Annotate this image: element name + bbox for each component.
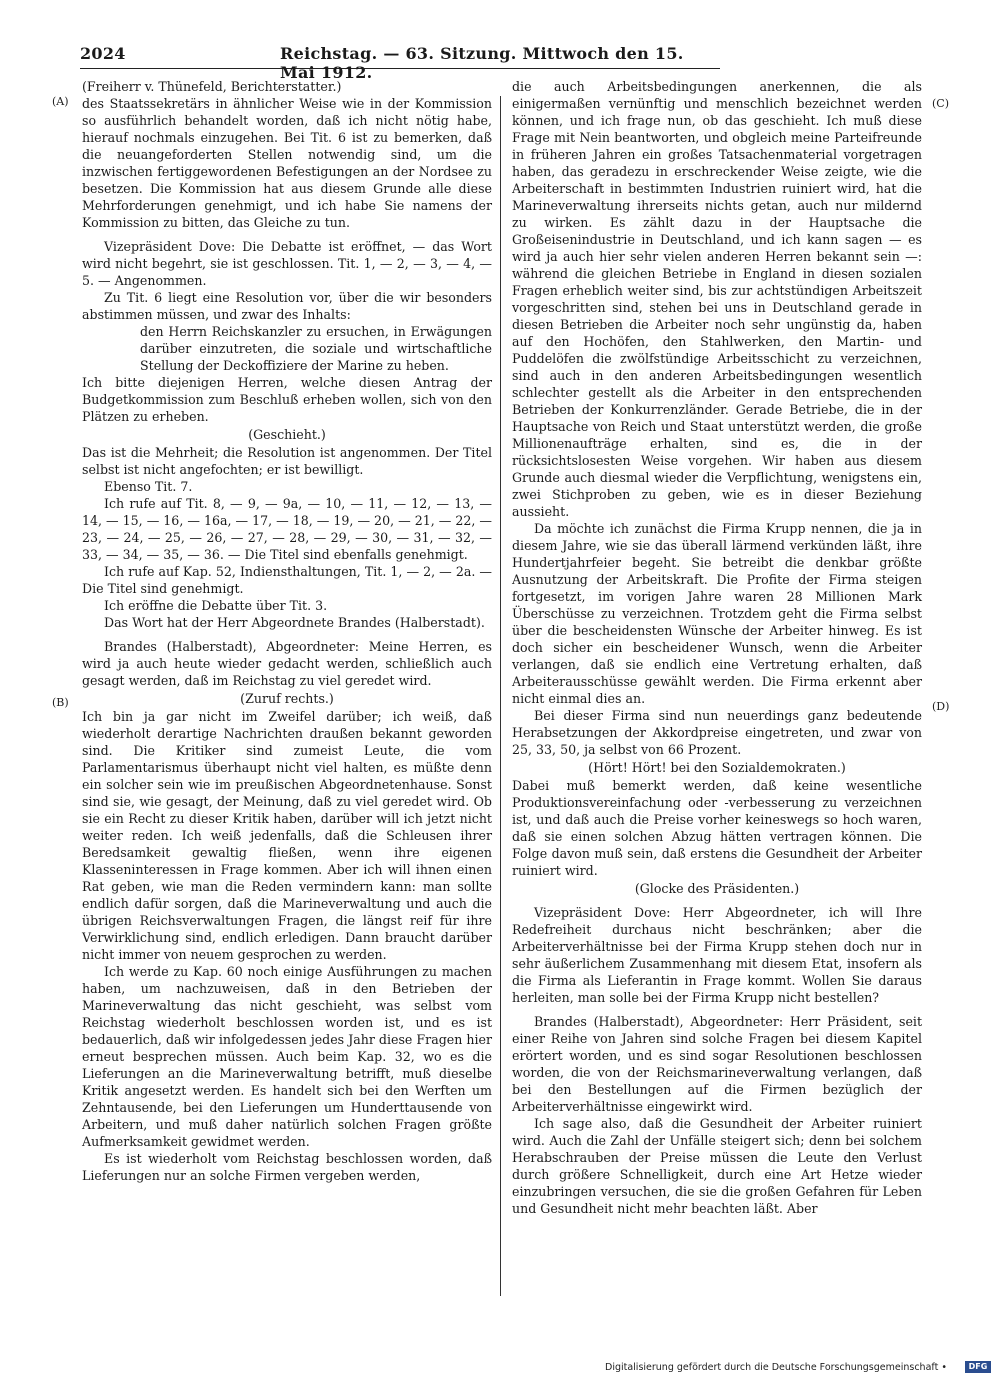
resolution-text: den Herrn Reichskanzler zu ersuchen, in Erwägungen darüber einzutreten, die soziale und wirtschaftliche Stellung der Deckoffiziere der Marine zu heben. bbox=[140, 324, 492, 373]
dfg-logo: DFG bbox=[965, 1361, 991, 1373]
paragraph: Es ist wiederholt vom Reichstag beschlossen worden, daß Lieferungen nur an solche Firmen vergeben werden, bbox=[82, 1151, 492, 1183]
page-header bbox=[80, 42, 720, 82]
speaker-note: (Freiherr v. Thünefeld, Berichterstatter.) bbox=[82, 79, 342, 94]
paragraph: Das ist die Mehrheit; die Resolution ist angenommen. Der Titel selbst ist nicht angefochten; er ist bewilligt. bbox=[82, 445, 492, 477]
footer bbox=[605, 1361, 995, 1375]
paragraph: Dabei muß bemerkt werden, daß keine wesentliche Produktionsvereinfachung oder -verbesserung zu verzeichnen ist, und daß auch die Preise vorher keineswegs so hoch waren, daß sie einen solchen Abzug hätten vertragen können. Die Folge davon muß sein, daß erstens die Gesundheit der Arbeiter ruiniert wird. bbox=[512, 778, 922, 878]
paragraph: des Staatssekretärs in ähnlicher Weise wie in der Kommission so ausführlich behandelt worden, daß ich nicht nötig habe, hierauf nochmals einzugehen. Bei Tit. 6 ist zu bemerken, daß die neuangeforderten Stellen notwendig sind, um die inzwischen fertiggewordenen Befestigungen an der Nordsee zu besetzen. Die Kommission hat aus diesem Grunde alle diese Mehrforderungen genehmigt, und ich habe Sie namens der Kommission zu bitten, das Gleiche zu tun. bbox=[82, 96, 492, 230]
paragraph: Ich werde zu Kap. 60 noch einige Ausführungen zu machen haben, um nachzuweisen, daß in den Betrieben der Marineverwaltung das nicht geschieht, was selbst vom Reichstag wiederholt beschlossen worden ist, und es ist bedauerlich, daß wir infolgedessen jedes Jahr diese Fragen hier erneut besprechen müssen. Auch beim Kap. 32, wo es die Lieferungen an die Marineverwaltung betrifft, muß dieselbe Kritik angesetzt werden. Es handelt sich bei den Werften um Zehntausende, bei den Lieferungen um Hunderttausende von Arbeitern, und muß daher natürlich solchen Fragen größte Aufmerksamkeit gewidmet werden. bbox=[82, 964, 492, 1149]
margin-mark-d: (D) bbox=[932, 700, 950, 713]
interjection: (Glocke des Präsidenten.) bbox=[634, 881, 800, 896]
paragraph: Bei dieser Firma sind nun neuerdings ganz bedeutende Herabsetzungen der Akkordpreise eingetreten, und zwar von 25, 33, 50, ja selbst von 66 Prozent. bbox=[512, 708, 922, 757]
paragraph: Da möchte ich zunächst die Firma Krupp nennen, die ja in diesem Jahre, wie sie das überall lärmend verkünden läßt, ihre Hundertjahrfeier begeht. Sie betreibt die denkbar größte Ausnutzung der Arbeitskraft. Die Profite der Firma steigen fortgesetzt, im vorigen Jahre waren 28 Millionen Mark Überschüsse zu verzeichnen. Trotzdem geht die Firma selbst über die bescheidensten Wünsche der Arbeiter hinweg. Es ist doch sicher ein bescheidener Wunsch, wenn die Arbeiter verlangen, daß sie endlich eine Vertretung erhalten, daß Arbeiterausschüsse gewählt werden. Die Firma erkennt aber nicht einmal dies an. bbox=[512, 521, 922, 706]
footer-text: Digitalisierung gefördert durch die Deutsche Forschungsgemeinschaft • bbox=[605, 1362, 947, 1373]
paragraph: Ich bin ja gar nicht im Zweifel darüber; ich weiß, daß wiederholt derartige Nachrichten draußen bekannt geworden sind. Die Kritiker sind zumeist Leute, die vom Parlamentarismus überhaupt nicht viel halten, es müßte denn ein solcher sein wie im preußischen Abgeordnetenhause. Sonst sind sie, wie gesagt, der Meinung, daß zu viel geredet wird. Ob sie ein Recht zu dieser Kritik haben, darüber will ich jetzt nicht weiter reden. Ich weiß jedenfalls, daß die Schleusen ihrer Beredsamkeit gewaltig fließen, wenn ihre eigenen Klasseninteressen in Frage kommen. Aber ich will ihnen einen Rat geben, wie man die Reden vermindern kann: man sollte endlich dafür sorgen, daß die Marineverwaltung und auch die übrigen Reichsverwaltungen Fragen, die längst reif für ihre Verwirklichung sind, endlich erledigen. Dann braucht darüber nicht immer von neuem gesprochen zu werden. bbox=[82, 709, 492, 962]
paragraph: Ich bitte diejenigen Herren, welche diesen Antrag der Budgetkommission zum Beschluß erheben wollen, sich von den Plätzen zu erheben. bbox=[82, 375, 492, 424]
paragraph: Zu Tit. 6 liegt eine Resolution vor, über die wir besonders abstimmen müssen, und zwar des Inhalts: bbox=[82, 290, 492, 322]
paragraph: Brandes (Halberstadt), Abgeordneter: Meine Herren, es wird ja auch heute wieder gedacht werden, schließlich auch gesagt werden, daß im Reichstag zu viel geredet wird. bbox=[82, 639, 492, 688]
margin-mark-c: (C) bbox=[932, 97, 949, 110]
paragraph: Ich eröffne die Debatte über Tit. 3. bbox=[104, 598, 328, 613]
paragraph: Ich rufe auf Kap. 52, Indiensthaltungen, Tit. 1, — 2, — 2a. — Die Titel sind genehmigt. bbox=[82, 564, 492, 596]
paragraph: Vizepräsident Dove: Die Debatte ist eröffnet, — das Wort wird nicht begehrt, sie ist geschlossen. Tit. 1, — 2, — 3, — 4, — 5. — Angenommen. bbox=[82, 239, 492, 288]
interjection: (Zuruf rechts.) bbox=[240, 691, 334, 706]
paragraph: die auch Arbeitsbedingungen anerkennen, die als einigermaßen vernünftig und menschlich bezeichnet werden können, und ich frage nun, ob das geschieht. Ich muß diese Frage mit Nein beantworten, und obgleich meine Parteifreunde in früheren Jahren ein großes Tatsachenmaterial vorgetragen haben, das geradezu in erschreckender Weise zeigte, wie die Arbeiterschaft in bestimmten Industrien ruiniert wird, hat die Marineverwaltung ihrerseits nichts getan, auch nur mildernd zu wirken. Es zählt dazu in der Hauptsache die Großeisenindustrie in Deutschland, und ich kann sagen — es wird ja auch hier sehr vielen anderen Herren bekannt sein —: während die gleichen Betriebe in England in diesen sozialen Fragen erheblich weiter sind, bis zur achtstündigen Arbeitszeit vorgeschritten sind, stehen bei uns in Deutschland gerade in diesen Betrieben die Arbeiter noch sehr ungünstig da, haben auf den Hochöfen, den Stahlwerken, den Martin- und Puddelöfen die zwölfstündige Arbeitsschicht zu verzeichnen, sind auch in den anderen Arbeitsbedingungen wesentlich schlechter gestellt als die Arbeiter in den entsprechenden Betrieben der Konkurrenzländer. Gerade Betriebe, die in der Hauptsache von Reich und Staat unterstützt werden, die große Millionenaufträge erhalten, sind es, die in der rücksichtslosesten Weise vorgehen. Wir haben aus diesem Grunde auch diesmal wieder die Verpflichtung, wenigstens ein, zwei Stichproben zu geben, wie es in dieser Beziehung aussieht. bbox=[512, 79, 922, 519]
paragraph: Ich rufe auf Tit. 8, — 9, — 9a, — 10, — 11, — 12, — 13, — 14, — 15, — 16, — 16a, — 17, — 18, — 19, — 20, — 21, — 22, — 23, — 24, — 25, — 26, — 27, — 28, — 29, — 30, — 31, — 32, — 33, — 34, — 35, — 36. — Die Titel sind ebenfalls genehmigt. bbox=[82, 496, 492, 562]
interjection: (Geschieht.) bbox=[248, 427, 326, 442]
paragraph: Vizepräsident Dove: Herr Abgeordneter, ich will Ihre Redefreiheit durchaus nicht beschränken; aber die Arbeiterverhältnisse bei der Firma Krupp stehen doch nur in sehr äußerlichem Zusammenhang mit diesem Etat, insofern als die Firma als Lieferantin in Frage kommt. Wollen Sie daraus herleiten, man solle bei der Firma Krupp nicht bestellen? bbox=[512, 905, 922, 1005]
paragraph: Das Wort hat der Herr Abgeordnete Brandes (Halberstadt). bbox=[104, 615, 485, 630]
margin-mark-a: (A) bbox=[52, 95, 69, 108]
right-column bbox=[512, 78, 922, 1217]
paragraph: Ich sage also, daß die Gesundheit der Arbeiter ruiniert wird. Auch die Zahl der Unfälle steigert sich; denn bei solchem Herabschrauben der Preise müssen die Leute den Verlust durch größere Schnelligkeit, durch eine Art Hetze wieder einzubringen versuchen, die sie die großen Gefahren für Leben und Gesundheit nicht mehr beachten läßt. Aber bbox=[512, 1116, 922, 1216]
paragraph: Ebenso Tit. 7. bbox=[104, 479, 193, 494]
paragraph: Brandes (Halberstadt), Abgeordneter: Herr Präsident, seit einer Reihe von Jahren sind solche Fragen bei diesem Kapitel erörtert worden, und es sind sogar Resolutionen beschlossen worden, die von der Reichsmarineverwaltung verlangen, daß bei den Bestellungen auf die Firmen bezüglich der Arbeiterverhältnisse eingewirkt wird. bbox=[512, 1014, 922, 1114]
left-column bbox=[82, 78, 492, 1184]
margin-mark-b: (B) bbox=[52, 696, 69, 709]
column-divider bbox=[500, 96, 501, 1296]
page-number: 2024 bbox=[80, 44, 126, 63]
header-title: Reichstag. — 63. Sitzung. Mittwoch den 15. Mai 1912. bbox=[280, 44, 684, 82]
interjection: (Hört! Hört! bei den Sozialdemokraten.) bbox=[588, 760, 846, 775]
